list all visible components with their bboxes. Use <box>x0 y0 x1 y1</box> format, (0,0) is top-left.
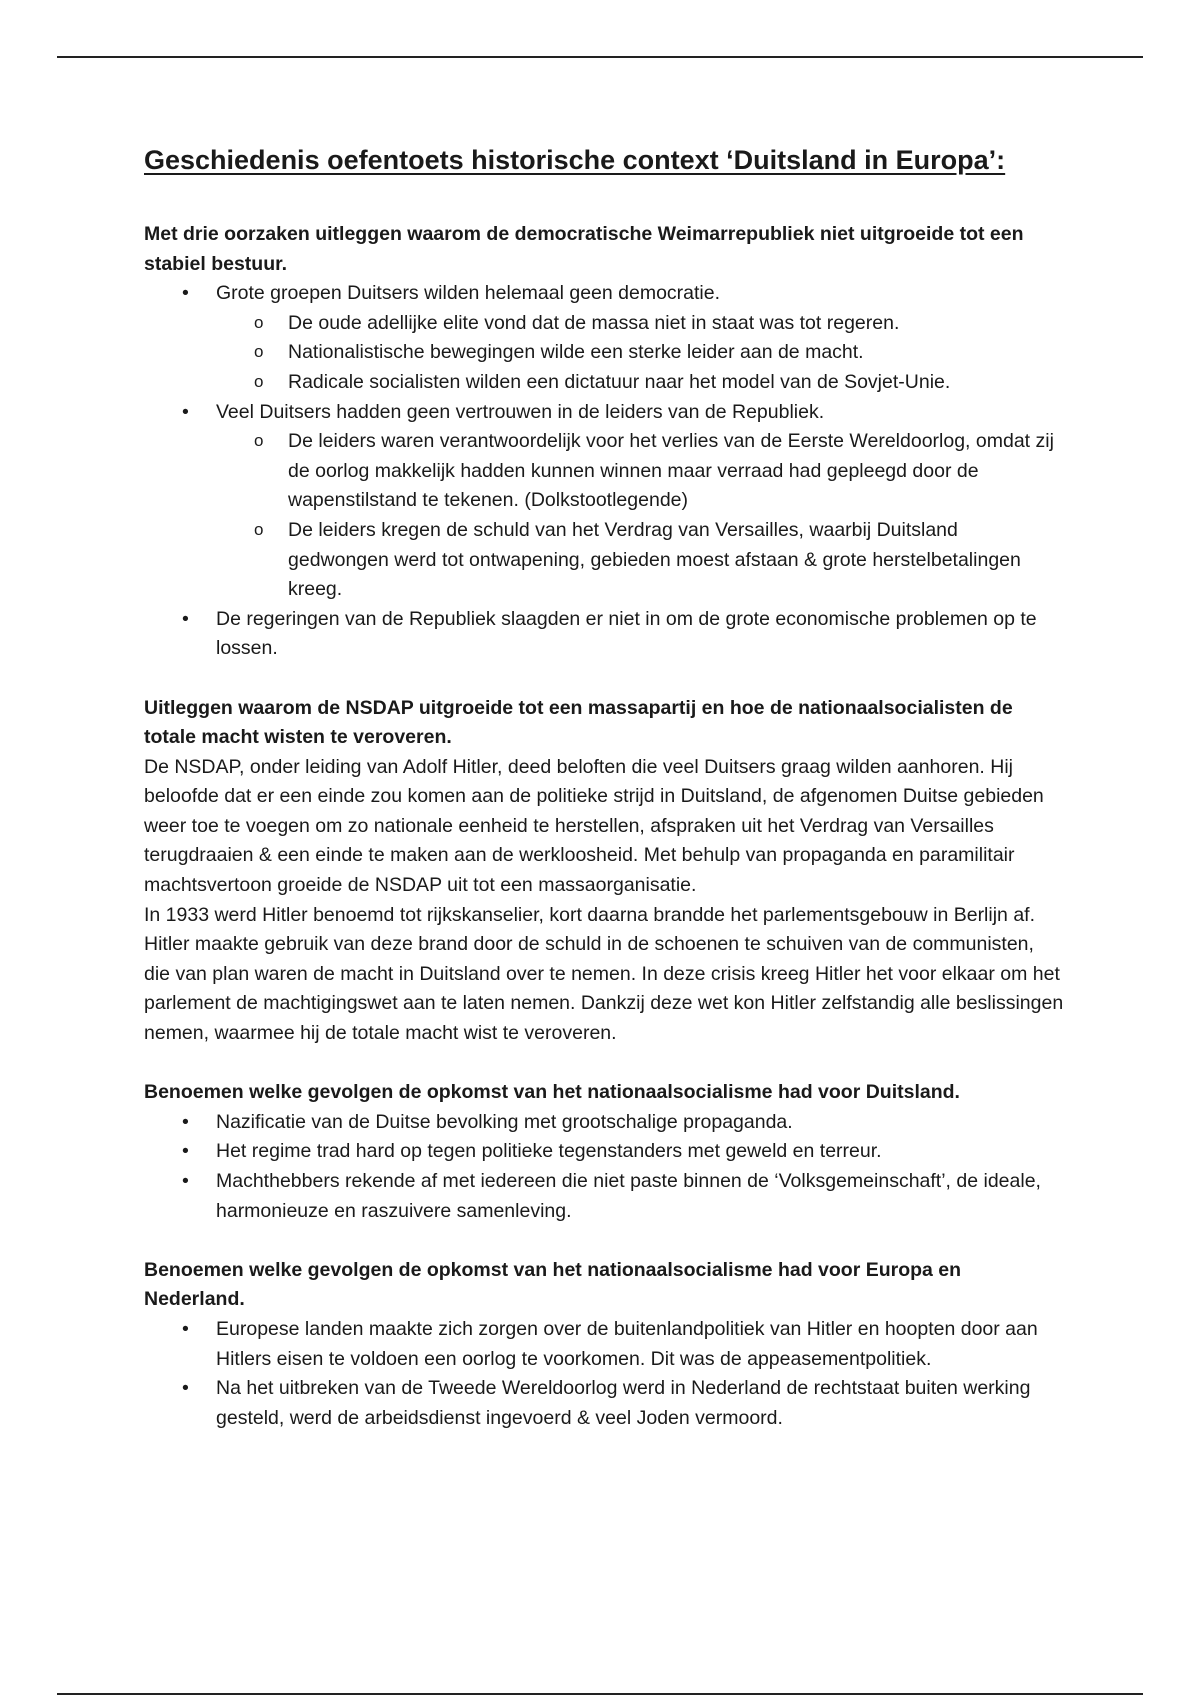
sub-list-item: o De oude adellijke elite vond dat de massa niet in staat was tot regeren. <box>216 309 1064 339</box>
bullet-list <box>144 1108 1064 1226</box>
sub-list-item: o Nationalistische bewegingen wilde een sterke leider aan de macht. <box>216 338 1064 368</box>
list-item: • De regeringen van de Republiek slaagden er niet in om de grote economische problemen op te lossen. <box>144 605 1064 664</box>
sub-list <box>216 309 1064 398</box>
paragraph: In 1933 werd Hitler benoemd tot rijkskanselier, kort daarna brandde het parlementsgebouw in Berlijn af. Hitler maakte gebruik van deze brand door de schuld in de schoenen te schuiven van de communisten, die van plan waren de macht in Duitsland over te nemen. In deze crisis kreeg Hitler het voor elkaar om het parlement de machtigingswet aan te laten nemen. Dankzij deze wet kon Hitler zelfstandig alle beslissingen nemen, waarmee hij de totale macht wist te veroveren. <box>144 903 1064 1045</box>
list-item: • Veel Duitsers hadden geen vertrouwen in de leiders van de Republiek. o De leiders waren verantwoordelijk voor het verlies van de Eerste Wereldoorlog, omdat zij de oorlog makkelijk hadden kunnen winnen maar verraad had gepleegd door de wapenstilstand te tekenen. (Dolkstootlegende) o De leiders kregen de schuld van het Verdrag van Versailles, waarbij Duitsland gedwongen werd tot ontwapening, gebieden moest afstaan & grote herstelbetalingen kreeg. <box>144 398 1064 605</box>
bullet-list <box>144 279 1064 664</box>
list-item: • Grote groepen Duitsers wilden helemaal geen democratie. o De oude adellijke elite vond dat de massa niet in staat was tot regeren. o Nationalistische bewegingen wilde een sterke leider aan de macht. o Radicale socialisten wilden een dictatuur naar het model van de Sovjet-Unie. <box>144 279 1064 397</box>
section-gevolgen-duitsland <box>144 1078 1064 1226</box>
spacer <box>144 664 1064 694</box>
list-item: • Machthebbers rekende af met iedereen die niet paste binnen de ‘Volksgemeinschaft’, de ideale, harmonieuze en raszuivere samenleving. <box>144 1167 1064 1226</box>
list-item: • Het regime trad hard op tegen politieke tegenstanders met geweld en terreur. <box>144 1137 1064 1167</box>
spacer <box>144 1226 1064 1256</box>
document-body <box>144 140 1064 1433</box>
section-heading: Benoemen welke gevolgen de opkomst van het nationaalsocialisme had voor Europa en Nederland. <box>144 1258 962 1311</box>
sub-list <box>216 427 1064 605</box>
list-item: • Na het uitbreken van de Tweede Wereldoorlog werd in Nederland de rechtstaat buiten werking gesteld, werd de arbeidsdienst ingevoerd & veel Joden vermoord. <box>144 1374 1064 1433</box>
section-heading: Uitleggen waarom de NSDAP uitgroeide tot een massapartij en hoe de nationaalsocialisten de totale macht wisten te veroveren. <box>144 696 1013 749</box>
section-heading: Met drie oorzaken uitleggen waarom de democratische Weimarrepubliek niet uitgroeide tot een stabiel bestuur. <box>144 223 1024 275</box>
header-rule <box>57 56 1143 58</box>
bullet-list <box>144 1315 1064 1433</box>
paragraph: De NSDAP, onder leiding van Adolf Hitler, deed beloften die veel Duitsers graag wilden aanhoren. Hij beloofde dat er een einde zou komen aan de politieke strijd in Duitsland, de afgenomen Duitse gebieden weer toe te voegen om zo nationale eenheid te herstellen, afspraken uit het Verdrag van Versailles terugdraaien & een einde te maken aan de werkloosheid. Met behulp van propaganda en paramilitair machtsvertoon groeide de NSDAP uit tot een massaorganisatie. <box>144 755 1044 897</box>
section-gevolgen-europa <box>144 1256 1064 1434</box>
document-title: Geschiedenis oefentoets historische context ‘Duitsland in Europa’: <box>144 145 1006 175</box>
list-item: • Nazificatie van de Duitse bevolking met grootschalige propaganda. <box>144 1108 1064 1138</box>
sub-list-item: o Radicale socialisten wilden een dictatuur naar het model van de Sovjet-Unie. <box>216 368 1064 398</box>
sub-list-item: o De leiders kregen de schuld van het Verdrag van Versailles, waarbij Duitsland gedwongen werd tot ontwapening, gebieden moest afstaan & grote herstelbetalingen kreeg. <box>216 516 1064 605</box>
list-item: • Europese landen maakte zich zorgen over de buitenlandpolitiek van Hitler en hoopten door aan Hitlers eisen te voldoen een oorlog te voorkomen. Dit was de appeasementpolitiek. <box>144 1315 1064 1374</box>
sub-list-item: o De leiders waren verantwoordelijk voor het verlies van de Eerste Wereldoorlog, omdat zij de oorlog makkelijk hadden kunnen winnen maar verraad had gepleegd door de wapenstilstand te tekenen. (Dolkstootlegende) <box>216 427 1064 516</box>
section-heading: Benoemen welke gevolgen de opkomst van het nationaalsocialisme had voor Duitsland. <box>144 1081 960 1104</box>
spacer <box>144 1049 1064 1079</box>
section-nsdap <box>144 694 1064 1049</box>
footer-rule <box>57 1693 1143 1695</box>
section-weimar <box>144 220 1064 664</box>
